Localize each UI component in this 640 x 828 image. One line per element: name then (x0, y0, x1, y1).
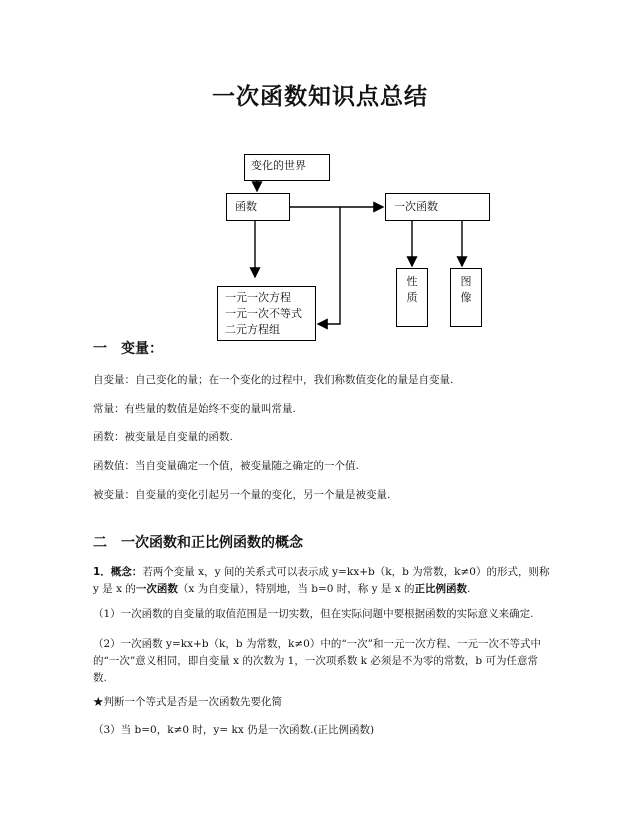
box-function-label: 函数 (235, 200, 257, 213)
note-proportional: （3）当 b=0，k≠0 时，y= kx 仍是一次函数.(正比例函数) (93, 724, 375, 736)
box-changing-world (244, 154, 330, 181)
concept-paragraph (93, 564, 551, 598)
box-changing-world-label: 变化的世界 (251, 159, 306, 172)
concept-text: （x 为自变量），特别地，当 b=0 时，称 y 是 x 的 (177, 583, 415, 595)
definition-constant: 常量：有些量的数值是始终不变的量叫常量. (93, 403, 296, 415)
definition-function-value: 函数值：当自变量确定一个值，被变量随之确定的一个值. (93, 460, 359, 472)
box-property-char: 性 (406, 275, 418, 288)
star-note: ★判断一个等式是否是一次函数先要化简 (93, 696, 282, 708)
section-heading-linear-function: 二 一次函数和正比例函数的概念 (93, 535, 303, 551)
box-linear-function-label: 一次函数 (394, 200, 438, 213)
note-degree: （2）一次函数 y=kx+b（k，b 为常数，k≠0）中的“一次”和一元一次方程、一元一次不等式中的“一次”意义相同，即自变量 x 的次数为 1，一次项系数 k 必须是不为零的常数，b 可为任意常数. (93, 638, 542, 684)
equation-item: 二元方程组 (225, 323, 280, 336)
box-property-char: 质 (406, 291, 418, 304)
box-image-char: 图 (460, 275, 472, 288)
definition-independent-variable: 自变量：自己变化的量；在一个变化的过程中，我们称数值变化的量是自变量. (93, 374, 454, 386)
section-heading-variables: 一 变量： (93, 341, 163, 357)
definition-function: 函数：被变量是自变量的函数. (93, 431, 233, 443)
box-linear-function (385, 193, 490, 221)
box-image-char: 像 (460, 291, 472, 304)
term-proportional-function: 正比例函数 (414, 583, 467, 595)
arrow-linear-to-equations (318, 207, 340, 324)
box-equations (217, 286, 316, 341)
box-property (396, 268, 428, 327)
note-domain: （1）一次函数的自变量的取值范围是一切实数，但在实际问题中要根据函数的实际意义来确定. (93, 608, 534, 620)
box-function (226, 193, 290, 221)
equation-item: 一元一次不等式 (225, 307, 302, 320)
definition-dependent-variable: 被变量：自变量的变化引起另一个量的变化，另一个量是被变量. (93, 489, 391, 501)
concept-text: . (466, 583, 471, 595)
term-linear-function: 一次函数 (135, 583, 178, 595)
concept-label: 1．概念： (93, 566, 143, 578)
equation-item: 一元一次方程 (225, 291, 291, 304)
concept-text: 若两个变量 x，y 间的关系式可以表示成 y=kx+b（k，b 为常数，k≠0）的形式，则称 y 是 x 的 (93, 566, 550, 595)
page-title: 一次函数知识点总结 (212, 84, 428, 110)
box-image (450, 268, 482, 327)
